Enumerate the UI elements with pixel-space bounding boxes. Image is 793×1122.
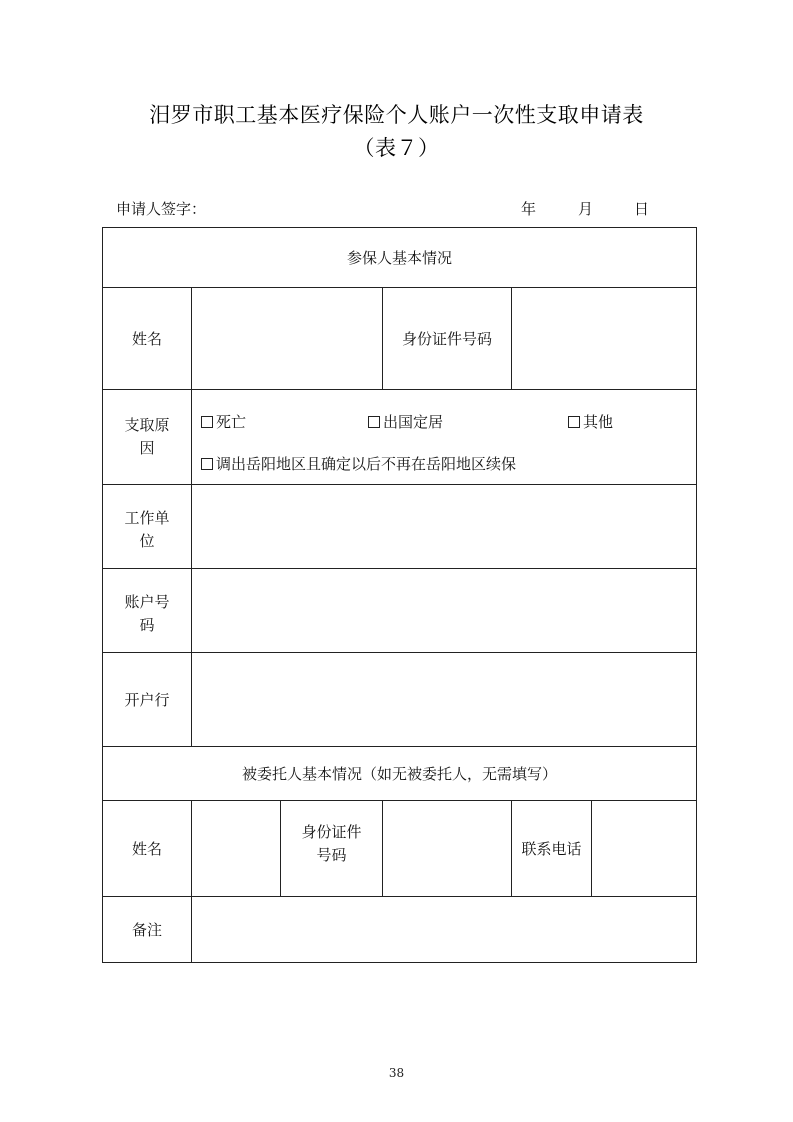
withdrawal-reason-label-line1: 支取原 <box>124 416 170 434</box>
agent-id-label-line1: 身份证件 <box>301 823 362 841</box>
reason-option-emigrate-label: 出国定居 <box>383 413 444 431</box>
checkbox-icon[interactable] <box>201 416 213 428</box>
agent-name-field[interactable] <box>192 801 281 897</box>
account-number-field[interactable] <box>192 569 697 653</box>
employer-label <box>103 485 192 569</box>
agent-id-label <box>281 801 383 897</box>
remarks-label: 备注 <box>103 897 192 963</box>
agent-phone-field[interactable] <box>592 801 697 897</box>
withdrawal-reason-label-line2: 因 <box>139 439 155 457</box>
checkbox-icon[interactable] <box>568 416 580 428</box>
insured-id-field[interactable] <box>512 288 697 390</box>
agent-id-field[interactable] <box>383 801 512 897</box>
reason-option-transfer[interactable] <box>201 455 516 473</box>
checkbox-icon[interactable] <box>368 416 380 428</box>
section-header-insured: 参保人基本情况 <box>103 228 697 288</box>
form-subtitle: （表７） <box>353 136 440 160</box>
remarks-field[interactable] <box>192 897 697 963</box>
agent-phone-label: 联系电话 <box>512 801 592 897</box>
bank-field[interactable] <box>192 653 697 747</box>
agent-id-label-line2: 号码 <box>316 846 347 864</box>
application-form-table <box>102 227 697 963</box>
reason-option-transfer-label: 调出岳阳地区且确定以后不再在岳阳地区续保 <box>216 455 517 473</box>
bank-label: 开户行 <box>103 653 192 747</box>
applicant-signature-label: 申请人签字： <box>116 200 207 218</box>
insured-id-label: 身份证件号码 <box>383 288 512 390</box>
reason-option-death-label: 死亡 <box>216 413 247 431</box>
reason-option-other-label: 其他 <box>583 413 614 431</box>
account-number-label-line1: 账户号 <box>124 592 170 611</box>
date-day-label: 日 <box>634 200 650 218</box>
reason-option-other[interactable] <box>568 413 613 431</box>
section-header-agent: 被委托人基本情况（如无被委托人，无需填写） <box>103 747 697 801</box>
employer-field[interactable] <box>192 485 697 569</box>
employer-label-line2: 位 <box>139 531 155 550</box>
employer-label-line1: 工作单 <box>124 508 170 527</box>
date-year-label: 年 <box>521 200 537 218</box>
withdrawal-reason-options <box>192 390 697 485</box>
insured-name-field[interactable] <box>192 288 383 390</box>
page-number: 38 <box>388 1066 405 1080</box>
form-title: 汨罗市职工基本医疗保险个人账户一次性支取申请表 <box>149 103 644 127</box>
reason-option-death[interactable] <box>201 413 246 431</box>
reason-option-emigrate[interactable] <box>368 413 443 431</box>
insured-name-label: 姓名 <box>103 288 192 390</box>
account-number-label <box>103 569 192 653</box>
date-month-label: 月 <box>578 200 594 218</box>
agent-name-label: 姓名 <box>103 801 192 897</box>
account-number-label-line2: 码 <box>139 615 155 634</box>
withdrawal-reason-label <box>103 390 192 485</box>
checkbox-icon[interactable] <box>201 458 213 470</box>
